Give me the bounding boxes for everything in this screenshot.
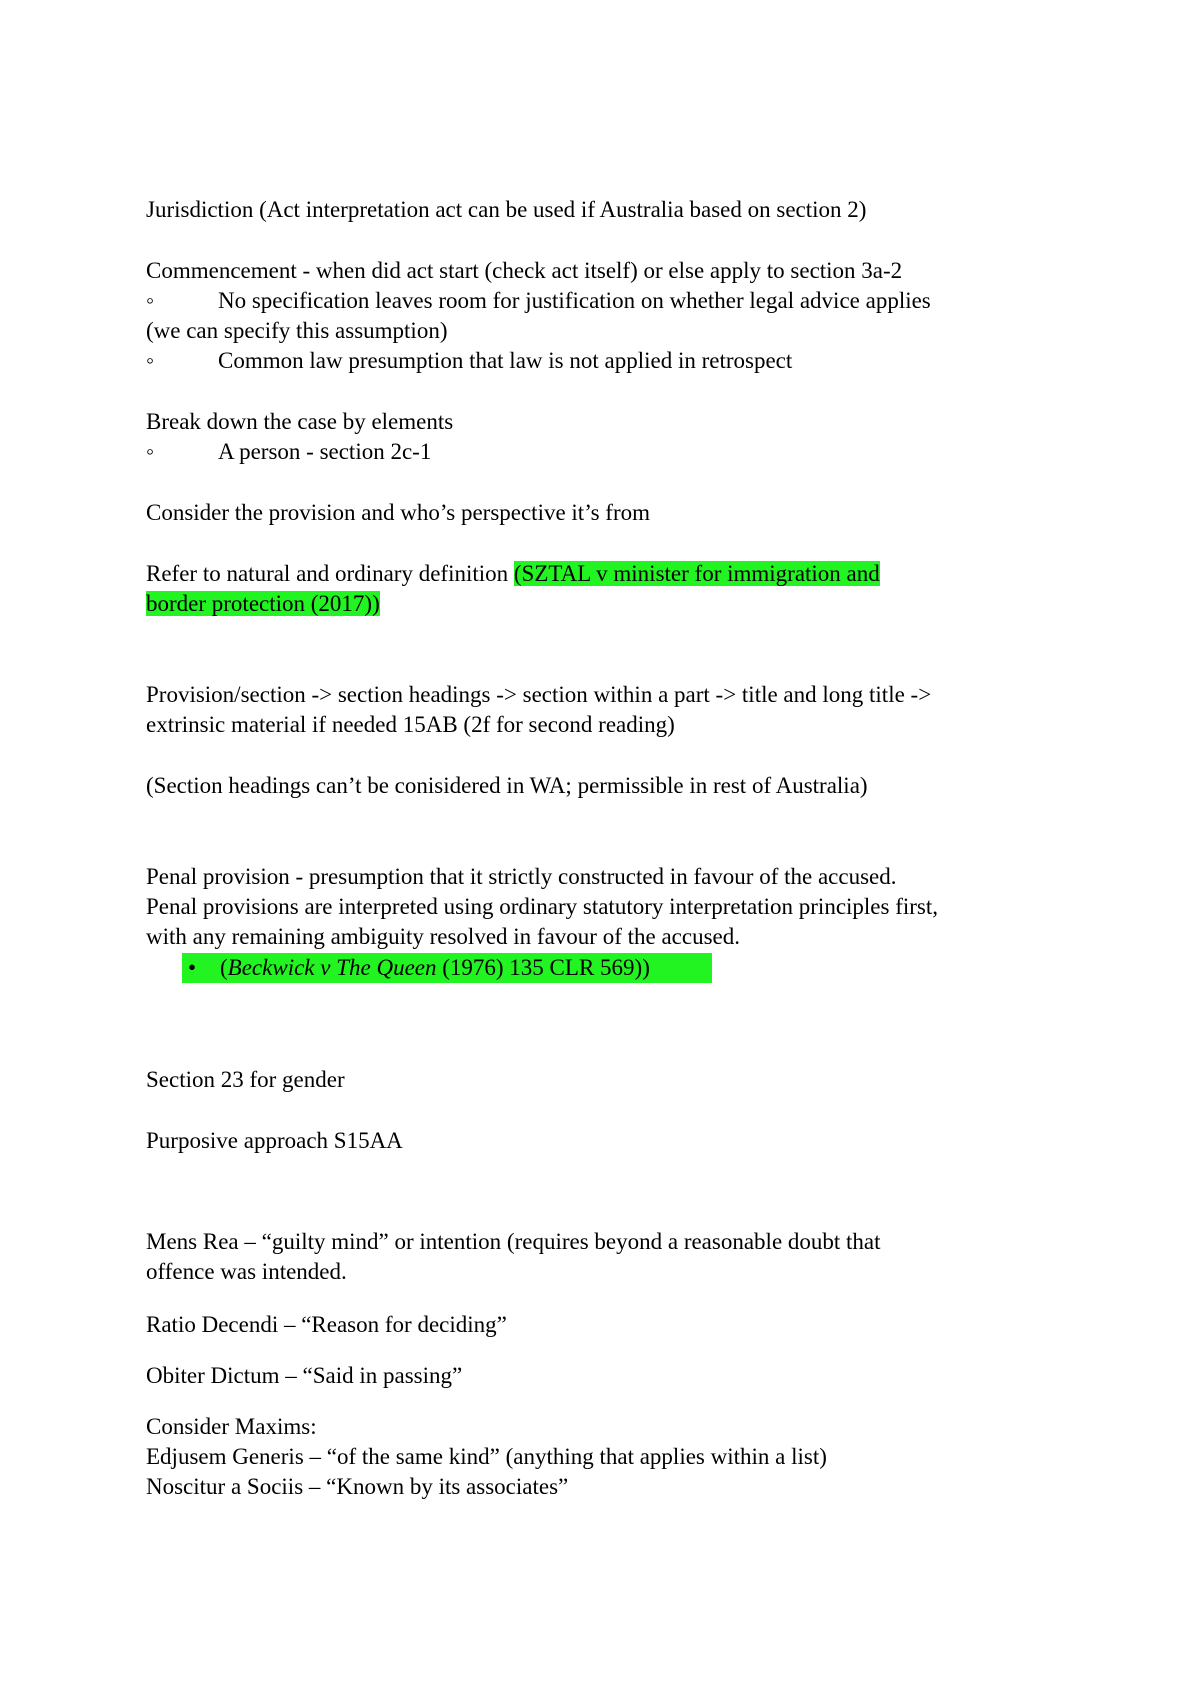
list-item-continuation: (we can specify this assumption) bbox=[146, 318, 448, 343]
perspective-paragraph: Consider the provision and who’s perspective it’s from bbox=[146, 500, 651, 525]
penal-provision-paragraph: Penal provision - presumption that it strictly constructed in favour of the accused. Penal provisions are interpreted using ordinary statutory interpretation principles first, with any remaining ambiguity resolved in favour of the accused. bbox=[146, 864, 939, 949]
maxims-section bbox=[146, 1412, 1076, 1502]
ratio-decendi-paragraph: Ratio Decendi – “Reason for deciding” bbox=[146, 1312, 507, 1337]
list-item: Edjusem Generis – “of the same kind” (anything that applies within a list) bbox=[146, 1444, 827, 1469]
interpretation-hierarchy-paragraph: Provision/section -> section headings -> section within a part -> title and long title -> extrinsic material if needed 15AB (2f for second reading) bbox=[146, 682, 932, 737]
list-item: ◦ A person - section 2c-1 bbox=[146, 437, 1076, 467]
purposive-paragraph: Purposive approach S15AA bbox=[146, 1128, 403, 1153]
elements-heading: Break down the case by elements bbox=[146, 409, 454, 434]
case-highlight: border protection (2017)) bbox=[146, 591, 380, 616]
list-item: ◦ Common law presumption that law is not applied in retrospect bbox=[146, 346, 1076, 376]
maxims-heading: Consider Maxims: bbox=[146, 1414, 317, 1439]
case-highlight: (SZTAL v minister for immigration and bbox=[513, 561, 880, 586]
natural-definition-paragraph: Refer to natural and ordinary definition (SZTAL v minister for immigration and border protection (2017)) bbox=[146, 561, 880, 616]
obiter-dictum-paragraph: Obiter Dictum – “Said in passing” bbox=[146, 1363, 463, 1388]
bullet-icon: • bbox=[188, 955, 197, 980]
hollow-bullet-icon: ◦ bbox=[146, 288, 155, 313]
commencement-section bbox=[146, 256, 1076, 376]
section-23-paragraph: Section 23 for gender bbox=[146, 1067, 345, 1092]
jurisdiction-paragraph: Jurisdiction (Act interpretation act can be used if Australia based on section 2) bbox=[146, 197, 867, 222]
case-name: Beckwick v The Queen bbox=[227, 955, 437, 980]
mens-rea-paragraph: Mens Rea – “guilty mind” or intention (requires beyond a reasonable doubt that offence was intended. bbox=[146, 1229, 881, 1284]
list-item: ◦ No specification leaves room for justification on whether legal advice applies bbox=[146, 286, 1076, 316]
list-item: Noscitur a Sociis – “Known by its associates” bbox=[146, 1474, 569, 1499]
elements-section bbox=[146, 407, 1076, 467]
section-headings-paragraph: (Section headings can’t be conisidered in WA; permissible in rest of Australia) bbox=[146, 773, 868, 798]
hollow-bullet-icon: ◦ bbox=[146, 439, 155, 464]
case-citation-highlight: • (Beckwick v The Queen (1976) 135 CLR 569)) bbox=[182, 953, 712, 983]
commencement-heading: Commencement - when did act start (check act itself) or else apply to section 3a-2 bbox=[146, 258, 903, 283]
hollow-bullet-icon: ◦ bbox=[146, 348, 155, 373]
